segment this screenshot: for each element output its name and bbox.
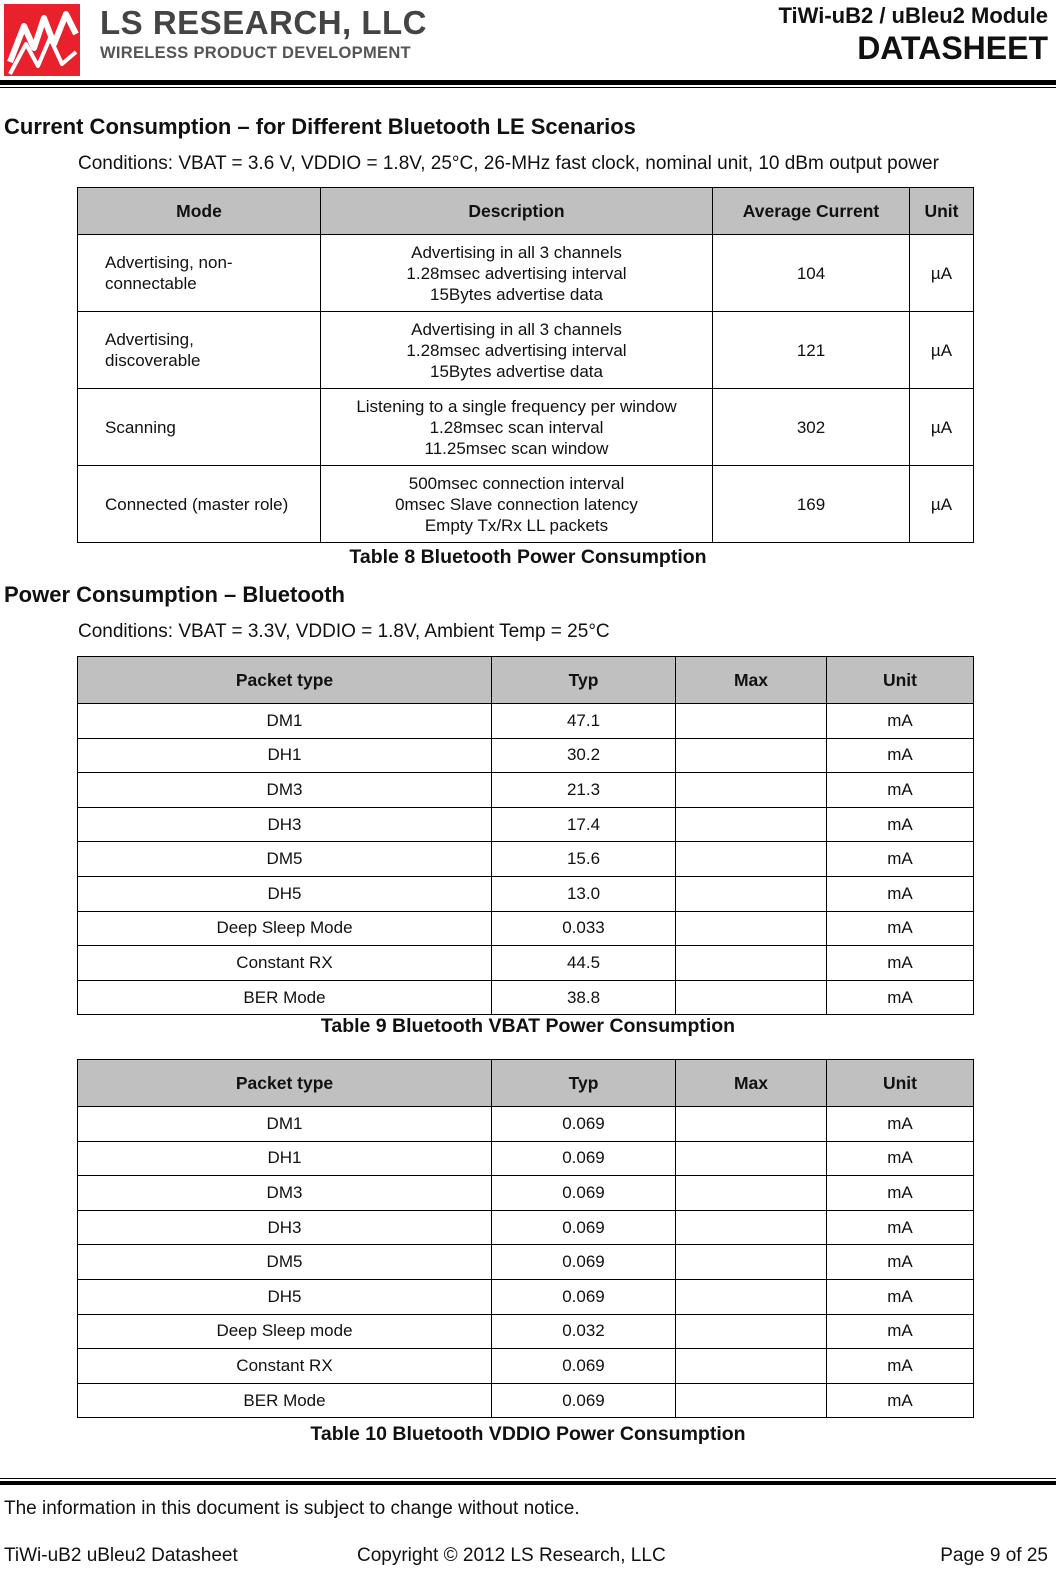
table-header-row [78,1060,974,1107]
table-9-caption: Table 9 Bluetooth VBAT Power Consumption [320,1015,736,1037]
max-cell [676,1279,827,1314]
unit-cell: µA [910,312,974,389]
description-cell: Advertising in all 3 channels 1.28msec advertising interval 15Bytes advertise data [321,312,713,389]
typ-cell: 30.2 [492,738,676,773]
table-row [78,876,974,911]
table-row [78,842,974,877]
table-row [78,946,974,981]
typ-cell: 0.033 [492,911,676,946]
table-row [78,1107,974,1142]
table-row [78,466,974,543]
unit-cell: mA [827,807,974,842]
footer-page-number: Page 9 of 25 [940,1545,1048,1566]
unit-cell: mA [827,1210,974,1245]
table-row [78,312,974,389]
max-cell [676,946,827,981]
packet-type-cell: DH5 [78,1279,492,1314]
col-header-typ: Typ [492,657,676,704]
table-vddio-power [77,1059,974,1418]
unit-cell: mA [827,773,974,808]
col-header-packet-type: Packet type [78,657,492,704]
section-title-bluetooth-power: Power Consumption – Bluetooth [4,582,345,607]
header-divider-thin [0,87,1056,88]
packet-type-cell: DM3 [78,773,492,808]
typ-cell: 0.069 [492,1176,676,1211]
packet-type-cell: DH3 [78,807,492,842]
max-cell [676,1245,827,1280]
col-header-description: Description [321,188,713,235]
typ-cell: 0.069 [492,1141,676,1176]
table-row [78,1176,974,1211]
unit-cell: mA [827,842,974,877]
max-cell [676,1107,827,1142]
packet-type-cell: Constant RX [78,1349,492,1384]
max-cell [676,1210,827,1245]
max-cell [676,1176,827,1211]
section-title-le-scenarios: Current Consumption – for Different Bluetooth LE Scenarios [4,114,636,139]
packet-type-cell: DH1 [78,738,492,773]
col-header-average-current: Average Current [713,188,910,235]
col-header-typ: Typ [492,1060,676,1107]
max-cell [676,773,827,808]
current-cell: 169 [713,466,910,543]
footer-notice: The information in this document is subject to change without notice. [4,1498,580,1519]
packet-type-cell: Constant RX [78,946,492,981]
max-cell [676,1141,827,1176]
typ-cell: 13.0 [492,876,676,911]
table-row [78,1383,974,1418]
table-row [78,773,974,808]
unit-cell: mA [827,876,974,911]
description-cell: 500msec connection interval 0msec Slave connection latency Empty Tx/Rx LL packets [321,466,713,543]
table-row [78,1245,974,1280]
table-le-current-consumption [77,187,974,543]
footer-divider [0,1481,1056,1485]
packet-type-cell: DM5 [78,1245,492,1280]
company-logo-icon [4,4,80,76]
company-tagline: WIRELESS PRODUCT DEVELOPMENT [100,44,411,62]
table-row [78,807,974,842]
typ-cell: 47.1 [492,704,676,739]
unit-cell: mA [827,704,974,739]
max-cell [676,911,827,946]
table-header-row [78,657,974,704]
max-cell [676,1383,827,1418]
unit-cell: mA [827,1279,974,1314]
typ-cell: 21.3 [492,773,676,808]
typ-cell: 0.069 [492,1245,676,1280]
conditions-le: Conditions: VBAT = 3.6 V, VDDIO = 1.8V, 25°C, 26-MHz fast clock, nominal unit, 10 dBm output power [78,153,939,174]
unit-cell: mA [827,1245,974,1280]
table-row [78,235,974,312]
description-cell: Advertising in all 3 channels 1.28msec advertising interval 15Bytes advertise data [321,235,713,312]
packet-type-cell: DH3 [78,1210,492,1245]
current-cell: 121 [713,312,910,389]
unit-cell: µA [910,466,974,543]
packet-type-cell: DH1 [78,1141,492,1176]
table-row [78,704,974,739]
typ-cell: 38.8 [492,980,676,1015]
max-cell [676,807,827,842]
packet-type-cell: BER Mode [78,980,492,1015]
typ-cell: 0.032 [492,1314,676,1349]
table-8-caption: Table 8 Bluetooth Power Consumption [349,546,707,568]
header-divider [0,80,1056,85]
col-header-max: Max [676,1060,827,1107]
col-header-packet-type: Packet type [78,1060,492,1107]
max-cell [676,980,827,1015]
col-header-unit: Unit [827,1060,974,1107]
table-row [78,1210,974,1245]
packet-type-cell: Deep Sleep mode [78,1314,492,1349]
typ-cell: 0.069 [492,1349,676,1384]
footer-divider-thin [0,1478,1056,1479]
current-cell: 104 [713,235,910,312]
packet-type-cell: DM3 [78,1176,492,1211]
typ-cell: 15.6 [492,842,676,877]
table-row [78,1279,974,1314]
unit-cell: µA [910,235,974,312]
max-cell [676,1349,827,1384]
max-cell [676,876,827,911]
unit-cell: mA [827,1383,974,1418]
unit-cell: mA [827,738,974,773]
mode-cell: Connected (master role) [78,466,321,543]
unit-cell: mA [827,1349,974,1384]
document-type: DATASHEET [857,30,1048,66]
packet-type-cell: Deep Sleep Mode [78,911,492,946]
footer-doc-name: TiWi-uB2 uBleu2 Datasheet [4,1545,238,1566]
packet-type-cell: DM1 [78,1107,492,1142]
mode-cell: Scanning [78,389,321,466]
unit-cell: mA [827,946,974,981]
table-row [78,738,974,773]
unit-cell: mA [827,1107,974,1142]
max-cell [676,704,827,739]
max-cell [676,1314,827,1349]
unit-cell: mA [827,1141,974,1176]
col-header-max: Max [676,657,827,704]
unit-cell: mA [827,911,974,946]
typ-cell: 0.069 [492,1210,676,1245]
conditions-bluetooth: Conditions: VBAT = 3.3V, VDDIO = 1.8V, Ambient Temp = 25°C [78,621,610,642]
table-row [78,1349,974,1384]
typ-cell: 0.069 [492,1279,676,1314]
typ-cell: 44.5 [492,946,676,981]
footer-copyright: Copyright © 2012 LS Research, LLC [357,1545,666,1566]
unit-cell: mA [827,1176,974,1211]
max-cell [676,738,827,773]
table-row [78,389,974,466]
current-cell: 302 [713,389,910,466]
table-10-caption: Table 10 Bluetooth VDDIO Power Consumption [310,1423,746,1445]
col-header-unit: Unit [827,657,974,704]
module-title: TiWi-uB2 / uBleu2 Module [778,3,1048,28]
mode-cell: Advertising, non- connectable [78,235,321,312]
table-row [78,1314,974,1349]
packet-type-cell: BER Mode [78,1383,492,1418]
unit-cell: µA [910,389,974,466]
packet-type-cell: DM5 [78,842,492,877]
table-vbat-power [77,656,974,1015]
unit-cell: mA [827,1314,974,1349]
col-header-unit: Unit [910,188,974,235]
typ-cell: 0.069 [492,1383,676,1418]
table-row [78,980,974,1015]
typ-cell: 17.4 [492,807,676,842]
table-row [78,911,974,946]
typ-cell: 0.069 [492,1107,676,1142]
unit-cell: mA [827,980,974,1015]
table-row [78,1141,974,1176]
company-name: LS RESEARCH, LLC [100,4,428,41]
col-header-mode: Mode [78,188,321,235]
description-cell: Listening to a single frequency per window 1.28msec scan interval 11.25msec scan window [321,389,713,466]
max-cell [676,842,827,877]
packet-type-cell: DM1 [78,704,492,739]
table-header-row [78,188,974,235]
packet-type-cell: DH5 [78,876,492,911]
mode-cell: Advertising, discoverable [78,312,321,389]
